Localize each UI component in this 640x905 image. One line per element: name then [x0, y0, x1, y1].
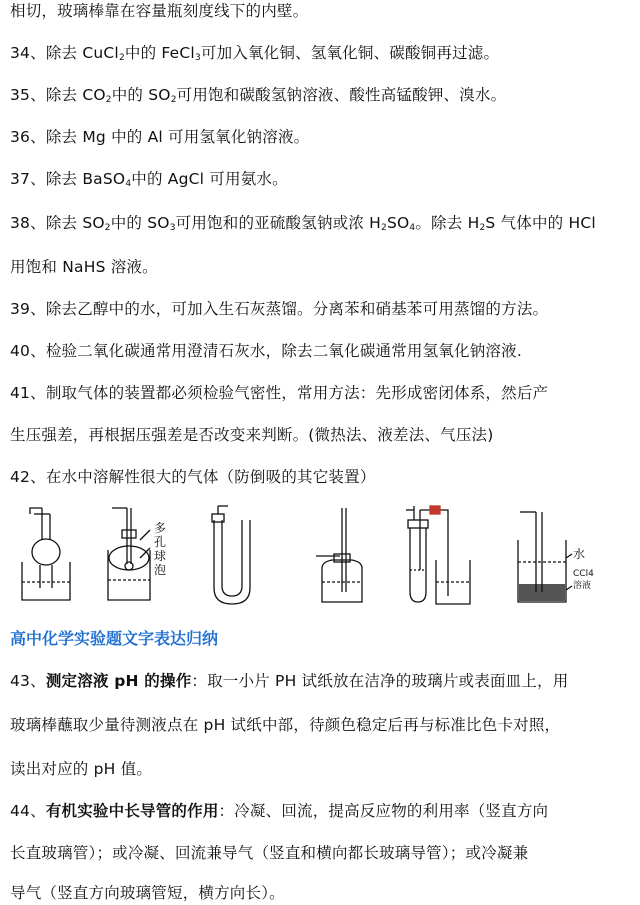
line-41b: 生压强差，再根据压强差是否改变来判断。(微热法、液差法、气压法)	[10, 426, 494, 444]
item-43-line1: 43、测定溶液 pH 的操作：取一小片 PH 试纸放在洁净的玻璃片或表面皿上，用	[10, 672, 569, 690]
label-porous-1: 多	[154, 521, 167, 535]
item-43-title: 测定溶液 pH 的操作	[45, 672, 192, 690]
apparatus-porous-bulb	[108, 508, 150, 600]
apparatus-u-tube	[212, 506, 250, 604]
item-44-title: 有机实验中长导管的作用	[45, 802, 219, 820]
apparatus-bulb-in-beaker	[22, 508, 70, 600]
section-title: 高中化学实验题文字表达归纳	[10, 629, 219, 648]
anti-suckback-apparatus-figure	[0, 500, 640, 610]
label-porous-2: 孔	[154, 535, 167, 549]
line-38a: 38、除去 $SO_2$中的 $SO_3$可用饱和的亚硫酸氢钠或浓 $H_2SO_4$。除去 $H_2S$ 气体中的 HCl	[10, 214, 596, 233]
item-43-line3: 读出对应的 pH 值。	[10, 760, 153, 778]
apparatus-ccl4-beaker	[518, 512, 572, 602]
label-solution: 溶液	[573, 581, 592, 591]
apparatus-tube-and-beaker	[406, 506, 470, 604]
line-continuation: 相切，玻璃棒靠在容量瓶刻度线下的内壁。	[10, 2, 309, 20]
line-35: 35、除去 $CO_2$中的 $SO_2$可用饱和碳酸氢钠溶液、酸性高锰酸钾、溴水。	[10, 86, 507, 105]
line-34: 34、除去 CuCl$_2$中的 FeCl$_3$可加入氧化铜、氢氧化铜、碳酸铜再过滤。	[10, 44, 500, 63]
line-41a: 41、制取气体的装置都必须检验气密性，常用方法：先形成密闭体系，然后产	[10, 384, 549, 402]
apparatus-gas-bottle	[316, 508, 362, 602]
item-44-line3: 导气（竖直方向玻璃管短，横方向长）。	[10, 884, 285, 902]
item-43-line2: 玻璃棒蘸取少量待测液点在 pH 试纸中部，待颜色稳定后再与标准比色卡对照，	[10, 716, 561, 734]
line-40: 40、检验二氧化碳通常用澄清石灰水，除去二氧化碳通常用氢氧化钠溶液.	[10, 342, 522, 360]
item-44-line1: 44、有机实验中长导管的作用：冷凝、回流，提高反应物的利用率（竖直方向	[10, 802, 549, 820]
item-44-line2: 长直玻璃管）；或冷凝、回流兼导气（竖直和横向都长玻璃导管）；或冷凝兼	[10, 844, 529, 862]
label-ccl4: CCl4	[573, 569, 594, 579]
label-porous-4: 泡	[154, 563, 167, 577]
label-porous-3: 球	[154, 549, 167, 563]
line-38b: 用饱和 NaHS 溶液。	[10, 258, 158, 276]
line-37: 37、除去 BaSO$_4$中的 AgCl 可用氨水。	[10, 170, 288, 189]
line-42: 42、在水中溶解性很大的气体（防倒吸的其它装置）	[10, 468, 376, 486]
line-39: 39、除去乙醇中的水，可加入生石灰蒸馏。分离苯和硝基苯可用蒸馏的方法。	[10, 300, 549, 318]
line-36: 36、除去 Mg 中的 Al 可用氢氧化钠溶液。	[10, 128, 310, 146]
label-water: 水	[573, 547, 586, 561]
